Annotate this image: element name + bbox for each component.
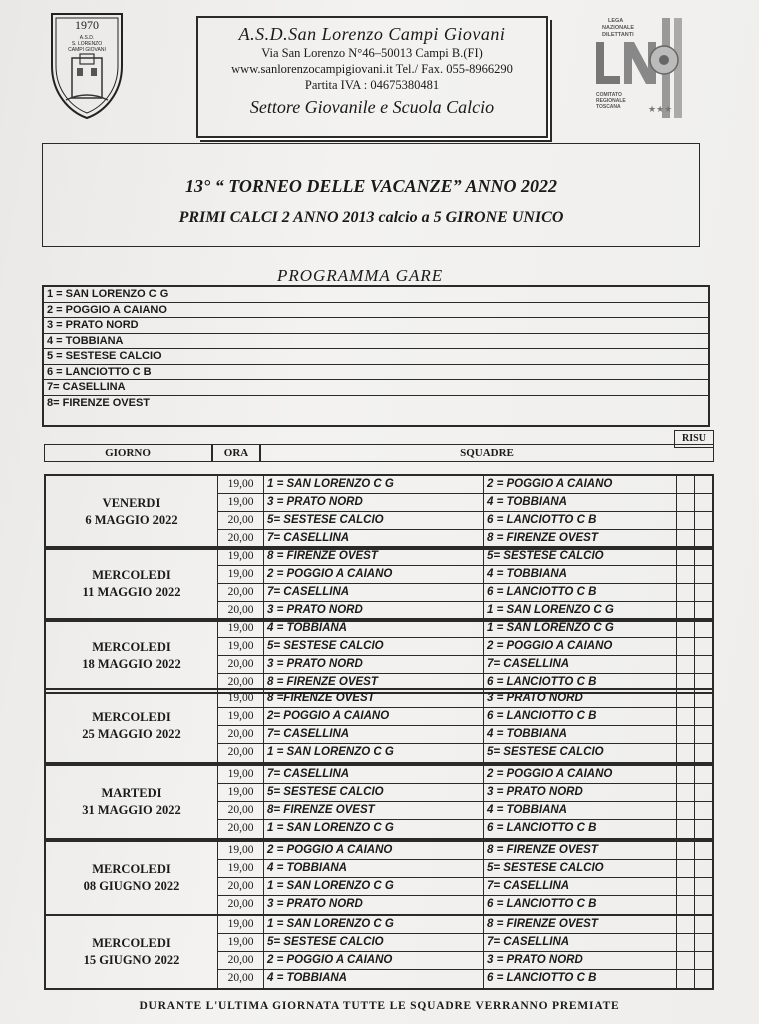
result-cell-home bbox=[677, 842, 695, 859]
svg-text:DILETTANTI: DILETTANTI bbox=[602, 32, 634, 38]
match-home-team: 8 = FIRENZE OVEST bbox=[264, 674, 484, 692]
matchday-date: 25 MAGGIO 2022 bbox=[82, 727, 181, 741]
result-cell-away bbox=[695, 952, 712, 969]
match-time: 19,00 bbox=[218, 690, 264, 707]
result-cell-away bbox=[695, 638, 712, 655]
result-cell-home bbox=[677, 878, 695, 895]
result-cell-away bbox=[695, 584, 712, 601]
svg-text:TOSCANA: TOSCANA bbox=[596, 104, 621, 110]
matchday-weekday: MERCOLEDI bbox=[92, 862, 171, 876]
result-cell-away bbox=[695, 784, 712, 801]
team-item: 4 = TOBBIANA bbox=[44, 334, 708, 350]
match-time: 19,00 bbox=[218, 566, 264, 583]
matchday-block bbox=[44, 764, 714, 840]
matchday-date: 18 MAGGIO 2022 bbox=[82, 657, 181, 671]
tournament-subtitle: PRIMI CALCI 2 ANNO 2013 calcio a 5 GIRONE UNICO bbox=[178, 209, 564, 226]
match-time: 20,00 bbox=[218, 512, 264, 529]
match-home-team: 3 = PRATO NORD bbox=[264, 896, 484, 914]
match-away-team: 3 = PRATO NORD bbox=[484, 952, 677, 969]
result-cell-home bbox=[677, 744, 695, 762]
match-time: 19,00 bbox=[218, 548, 264, 565]
match-home-team: 3 = PRATO NORD bbox=[264, 602, 484, 620]
match-row bbox=[218, 896, 712, 914]
result-cell-away bbox=[695, 548, 712, 565]
match-row bbox=[218, 916, 712, 934]
svg-text:★★★: ★★★ bbox=[648, 104, 673, 114]
club-sector: Settore Giovanile e Scuola Calcio bbox=[249, 97, 495, 117]
match-away-team: 3 = PRATO NORD bbox=[484, 784, 677, 801]
match-away-team: 8 = FIRENZE OVEST bbox=[484, 916, 677, 933]
matchday-date: 31 MAGGIO 2022 bbox=[82, 803, 181, 817]
match-home-team: 8= FIRENZE OVEST bbox=[264, 802, 484, 819]
match-time: 20,00 bbox=[218, 656, 264, 673]
result-cell-home bbox=[677, 620, 695, 637]
match-away-team: 2 = POGGIO A CAIANO bbox=[484, 766, 677, 783]
match-away-team: 5= SESTESE CALCIO bbox=[484, 744, 677, 762]
matchday-date: 6 MAGGIO 2022 bbox=[85, 513, 178, 527]
match-away-team: 2 = POGGIO A CAIANO bbox=[484, 638, 677, 655]
result-cell-away bbox=[695, 766, 712, 783]
match-time: 19,00 bbox=[218, 638, 264, 655]
matchday-date: 11 MAGGIO 2022 bbox=[82, 585, 181, 599]
matchday-block bbox=[44, 840, 714, 916]
result-cell-home bbox=[677, 638, 695, 655]
matchday-weekday: VENERDI bbox=[102, 496, 161, 510]
match-time: 19,00 bbox=[218, 934, 264, 951]
match-row bbox=[218, 708, 712, 726]
result-cell-home bbox=[677, 512, 695, 529]
result-cell-away bbox=[695, 896, 712, 914]
match-away-team: 3 = PRATO NORD bbox=[484, 690, 677, 707]
matchday-weekday: MERCOLEDI bbox=[92, 710, 171, 724]
team-list bbox=[42, 285, 710, 427]
team-item: 7= CASELLINA bbox=[44, 380, 708, 396]
team-item: 3 = PRATO NORD bbox=[44, 318, 708, 334]
match-home-team: 8 = FIRENZE OVEST bbox=[264, 548, 484, 565]
match-row bbox=[218, 726, 712, 744]
svg-text:NAZIONALE: NAZIONALE bbox=[602, 25, 635, 31]
matchday-label bbox=[46, 476, 218, 548]
team-item: 5 = SESTESE CALCIO bbox=[44, 349, 708, 365]
match-row bbox=[218, 784, 712, 802]
result-cell-home bbox=[677, 476, 695, 493]
match-away-team: 5= SESTESE CALCIO bbox=[484, 860, 677, 877]
result-cell-home bbox=[677, 690, 695, 707]
match-row bbox=[218, 476, 712, 494]
match-time: 20,00 bbox=[218, 820, 264, 838]
match-away-team: 1 = SAN LORENZO C G bbox=[484, 620, 677, 637]
matchday-weekday: MERCOLEDI bbox=[92, 936, 171, 950]
matchday-label bbox=[46, 766, 218, 838]
match-row bbox=[218, 690, 712, 708]
lnd-logo-icon bbox=[590, 12, 694, 122]
result-cell-away bbox=[695, 744, 712, 762]
match-time: 20,00 bbox=[218, 970, 264, 988]
result-cell-away bbox=[695, 726, 712, 743]
match-away-team: 6 = LANCIOTTO C B bbox=[484, 674, 677, 692]
team-item: 6 = LANCIOTTO C B bbox=[44, 365, 708, 381]
result-cell-away bbox=[695, 802, 712, 819]
match-away-team: 6 = LANCIOTTO C B bbox=[484, 970, 677, 988]
matchday-weekday: MERCOLEDI bbox=[92, 640, 171, 654]
result-cell-home bbox=[677, 802, 695, 819]
result-cell-home bbox=[677, 934, 695, 951]
result-cell-home bbox=[677, 566, 695, 583]
match-away-team: 4 = TOBBIANA bbox=[484, 494, 677, 511]
result-cell-away bbox=[695, 476, 712, 493]
svg-text:REGIONALE: REGIONALE bbox=[596, 98, 626, 104]
match-home-team: 1 = SAN LORENZO C G bbox=[264, 916, 484, 933]
match-home-team: 4 = TOBBIANA bbox=[264, 620, 484, 637]
match-time: 20,00 bbox=[218, 530, 264, 548]
crest-line-3: CAMPI GIOVANI bbox=[68, 47, 106, 53]
matchday-label bbox=[46, 842, 218, 914]
result-cell-home bbox=[677, 656, 695, 673]
match-row bbox=[218, 638, 712, 656]
match-time: 19,00 bbox=[218, 620, 264, 637]
team-item: 1 = SAN LORENZO C G bbox=[44, 287, 708, 303]
result-cell-home bbox=[677, 708, 695, 725]
match-home-team: 7= CASELLINA bbox=[264, 766, 484, 783]
matchday-block bbox=[44, 688, 714, 764]
matchday-date: 15 GIUGNO 2022 bbox=[83, 953, 180, 967]
result-cell-away bbox=[695, 512, 712, 529]
club-crest-icon bbox=[46, 8, 128, 122]
match-time: 20,00 bbox=[218, 802, 264, 819]
club-name: A.S.D.San Lorenzo Campi Giovani bbox=[238, 24, 506, 44]
match-row bbox=[218, 566, 712, 584]
match-home-team: 5= SESTESE CALCIO bbox=[264, 512, 484, 529]
result-cell-home bbox=[677, 952, 695, 969]
match-row bbox=[218, 548, 712, 566]
match-away-team: 4 = TOBBIANA bbox=[484, 566, 677, 583]
result-cell-away bbox=[695, 708, 712, 725]
result-cell-away bbox=[695, 860, 712, 877]
result-cell-away bbox=[695, 690, 712, 707]
match-home-team: 2 = POGGIO A CAIANO bbox=[264, 566, 484, 583]
match-time: 19,00 bbox=[218, 476, 264, 493]
match-time: 19,00 bbox=[218, 784, 264, 801]
match-home-team: 7= CASELLINA bbox=[264, 726, 484, 743]
result-cell-away bbox=[695, 656, 712, 673]
match-row bbox=[218, 656, 712, 674]
match-away-team: 8 = FIRENZE OVEST bbox=[484, 842, 677, 859]
match-row bbox=[218, 744, 712, 762]
match-home-team: 4 = TOBBIANA bbox=[264, 860, 484, 877]
matchday-block bbox=[44, 618, 714, 694]
matchday-weekday: MARTEDI bbox=[101, 786, 162, 800]
column-header-giorno: GIORNO bbox=[44, 444, 212, 462]
result-cell-home bbox=[677, 916, 695, 933]
matchday-block bbox=[44, 546, 714, 622]
svg-text:LEGA: LEGA bbox=[608, 18, 624, 24]
match-row bbox=[218, 584, 712, 602]
match-away-team: 6 = LANCIOTTO C B bbox=[484, 512, 677, 529]
result-cell-away bbox=[695, 970, 712, 988]
crest-line-2: S. LORENZO bbox=[71, 41, 103, 47]
match-home-team: 5= SESTESE CALCIO bbox=[264, 638, 484, 655]
match-home-team: 1 = SAN LORENZO C G bbox=[264, 476, 484, 493]
match-time: 19,00 bbox=[218, 860, 264, 877]
matchday-weekday: MERCOLEDI bbox=[92, 568, 171, 582]
match-away-team: 7= CASELLINA bbox=[484, 878, 677, 895]
team-item: 8= FIRENZE OVEST bbox=[47, 396, 150, 409]
match-time: 19,00 bbox=[218, 494, 264, 511]
result-cell-home bbox=[677, 494, 695, 511]
match-time: 20,00 bbox=[218, 726, 264, 743]
column-header-squadre: SQUADRE bbox=[260, 444, 714, 462]
matchday-block bbox=[44, 914, 714, 990]
match-home-team: 5= SESTESE CALCIO bbox=[264, 784, 484, 801]
match-home-team: 7= CASELLINA bbox=[264, 584, 484, 601]
match-home-team: 1 = SAN LORENZO C G bbox=[264, 878, 484, 895]
match-away-team: 4 = TOBBIANA bbox=[484, 802, 677, 819]
club-contacts: www.sanlorenzocampigiovani.it Tel./ Fax. 055-8966290 bbox=[231, 62, 513, 76]
match-away-team: 7= CASELLINA bbox=[484, 656, 677, 673]
match-row bbox=[218, 512, 712, 530]
result-cell-home bbox=[677, 860, 695, 877]
result-cell-home bbox=[677, 820, 695, 838]
result-cell-away bbox=[695, 842, 712, 859]
matchday-label bbox=[46, 690, 218, 762]
club-info-box bbox=[196, 16, 548, 138]
result-cell-away bbox=[695, 620, 712, 637]
result-cell-home bbox=[677, 766, 695, 783]
match-row bbox=[218, 766, 712, 784]
result-cell-home bbox=[677, 726, 695, 743]
match-home-team: 5= SESTESE CALCIO bbox=[264, 934, 484, 951]
match-home-team: 1 = SAN LORENZO C G bbox=[264, 744, 484, 762]
programma-heading: PROGRAMMA GARE bbox=[277, 266, 444, 285]
match-home-team: 7= CASELLINA bbox=[264, 530, 484, 548]
result-cell-away bbox=[695, 820, 712, 838]
match-time: 20,00 bbox=[218, 952, 264, 969]
result-cell-away bbox=[695, 566, 712, 583]
match-home-team: 2= POGGIO A CAIANO bbox=[264, 708, 484, 725]
match-row bbox=[218, 860, 712, 878]
match-away-team: 5= SESTESE CALCIO bbox=[484, 548, 677, 565]
match-row bbox=[218, 494, 712, 512]
match-time: 19,00 bbox=[218, 766, 264, 783]
crest-line-1: A.S.D. bbox=[79, 35, 95, 41]
match-home-team: 8 =FIRENZE OVEST bbox=[264, 690, 484, 707]
tournament-title-box bbox=[42, 143, 700, 247]
match-home-team: 3 = PRATO NORD bbox=[264, 656, 484, 673]
match-time: 20,00 bbox=[218, 602, 264, 620]
result-cell-home bbox=[677, 896, 695, 914]
result-cell-away bbox=[695, 934, 712, 951]
match-time: 20,00 bbox=[218, 878, 264, 895]
result-cell-home bbox=[677, 584, 695, 601]
matchday-block bbox=[44, 474, 714, 550]
match-away-team: 6 = LANCIOTTO C B bbox=[484, 708, 677, 725]
match-away-team: 6 = LANCIOTTO C B bbox=[484, 820, 677, 838]
match-row bbox=[218, 802, 712, 820]
match-row bbox=[218, 952, 712, 970]
column-header-risu: RISU bbox=[674, 430, 714, 448]
matchday-date: 08 GIUGNO 2022 bbox=[83, 879, 180, 893]
match-away-team: 2 = POGGIO A CAIANO bbox=[484, 476, 677, 493]
match-time: 20,00 bbox=[218, 744, 264, 762]
match-time: 19,00 bbox=[218, 842, 264, 859]
match-row bbox=[218, 620, 712, 638]
match-row bbox=[218, 970, 712, 988]
match-time: 20,00 bbox=[218, 896, 264, 914]
match-away-team: 7= CASELLINA bbox=[484, 934, 677, 951]
match-time: 20,00 bbox=[218, 584, 264, 601]
club-address: Via San Lorenzo N°46–50013 Campi B.(FI) bbox=[261, 46, 483, 60]
match-home-team: 2 = POGGIO A CAIANO bbox=[264, 842, 484, 859]
match-time: 19,00 bbox=[218, 708, 264, 725]
match-row bbox=[218, 934, 712, 952]
result-cell-home bbox=[677, 784, 695, 801]
matchday-label bbox=[46, 620, 218, 692]
crest-year: 1970 bbox=[75, 18, 99, 32]
club-vat: Partita IVA : 04675380481 bbox=[304, 78, 440, 92]
result-cell-home bbox=[677, 970, 695, 988]
match-home-team: 2 = POGGIO A CAIANO bbox=[264, 952, 484, 969]
match-row bbox=[218, 842, 712, 860]
match-away-team: 6 = LANCIOTTO C B bbox=[484, 896, 677, 914]
match-away-team: 4 = TOBBIANA bbox=[484, 726, 677, 743]
match-away-team: 6 = LANCIOTTO C B bbox=[484, 584, 677, 601]
column-header-ora: ORA bbox=[212, 444, 260, 462]
result-cell-away bbox=[695, 878, 712, 895]
footer-note: DURANTE L'ULTIMA GIORNATA TUTTE LE SQUADRE VERRANNO PREMIATE bbox=[139, 1000, 620, 1012]
result-cell-home bbox=[677, 548, 695, 565]
match-home-team: 1 = SAN LORENZO C G bbox=[264, 820, 484, 838]
result-cell-away bbox=[695, 916, 712, 933]
match-time: 19,00 bbox=[218, 916, 264, 933]
match-home-team: 3 = PRATO NORD bbox=[264, 494, 484, 511]
match-row bbox=[218, 820, 712, 838]
match-away-team: 1 = SAN LORENZO C G bbox=[484, 602, 677, 620]
matchday-label bbox=[46, 548, 218, 620]
svg-text:COMITATO: COMITATO bbox=[596, 92, 622, 98]
match-away-team: 8 = FIRENZE OVEST bbox=[484, 530, 677, 548]
team-item: 2 = POGGIO A CAIANO bbox=[44, 303, 708, 319]
tournament-title: 13° “ TORNEO DELLE VACANZE” ANNO 2022 bbox=[185, 176, 557, 196]
match-time: 20,00 bbox=[218, 674, 264, 692]
result-cell-away bbox=[695, 494, 712, 511]
match-row bbox=[218, 878, 712, 896]
matchday-label bbox=[46, 916, 218, 988]
match-home-team: 4 = TOBBIANA bbox=[264, 970, 484, 988]
